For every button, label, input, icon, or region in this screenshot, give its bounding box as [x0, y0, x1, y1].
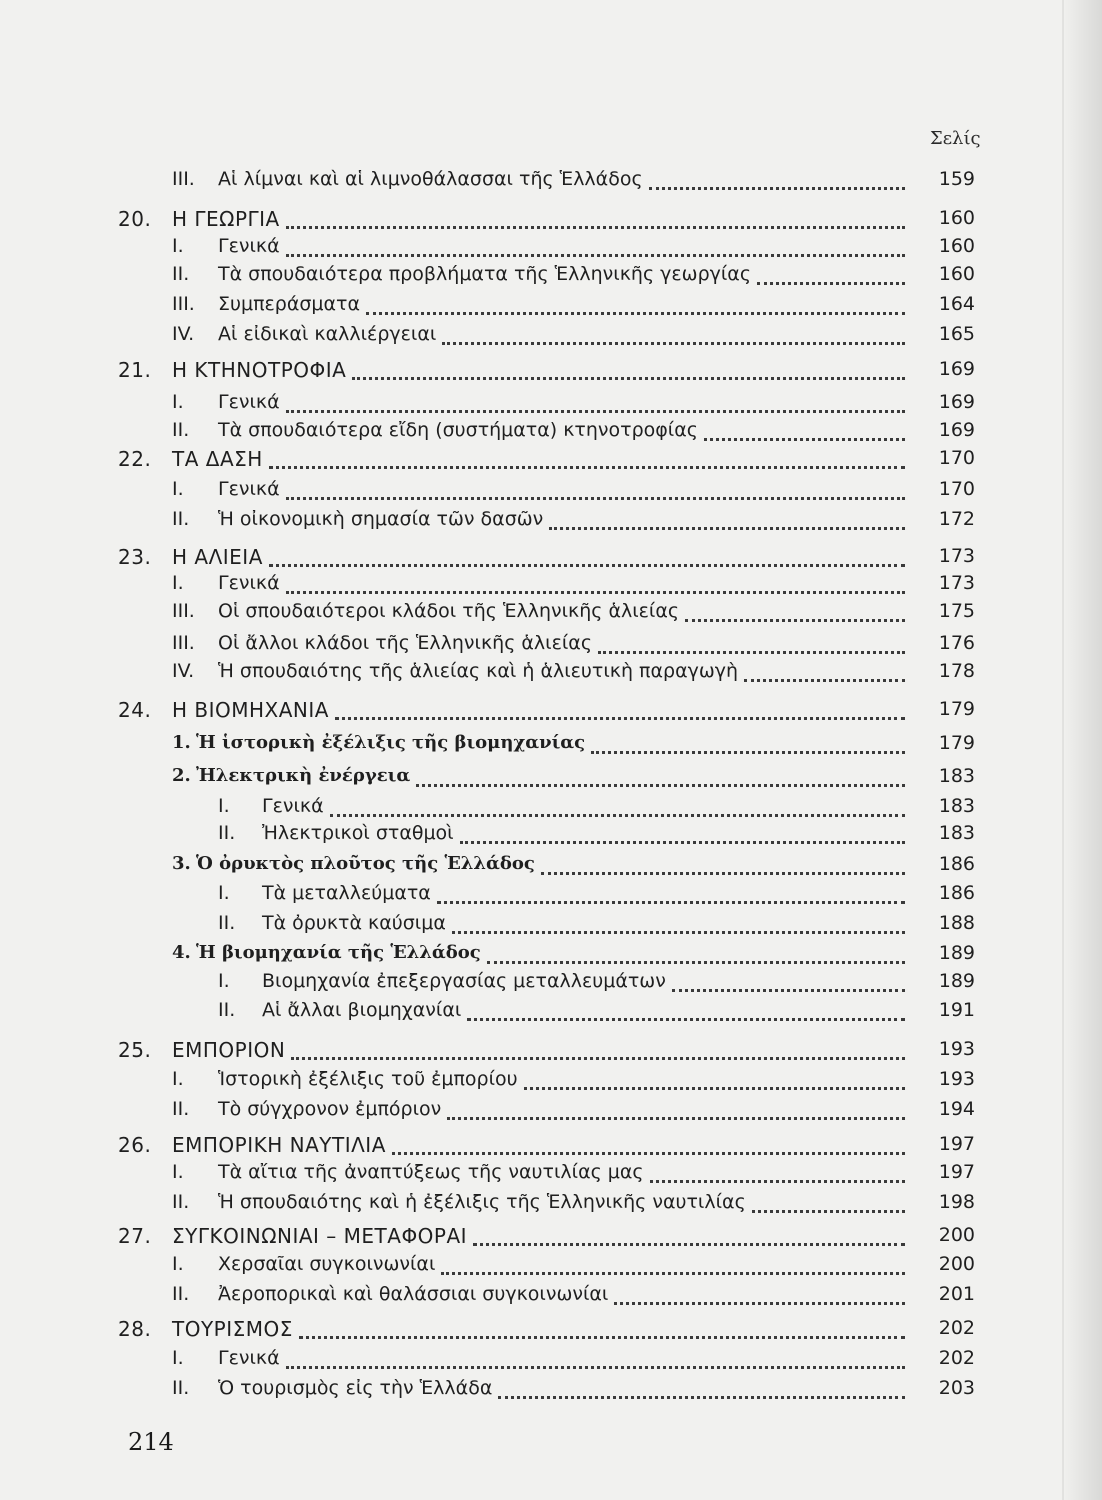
toc-entry	[218, 822, 975, 852]
toc-entry-page: 179	[938, 732, 975, 754]
toc-entry-title: Γενικά	[218, 572, 280, 594]
toc-entry-page: 201	[938, 1283, 975, 1305]
toc-entry	[118, 1224, 975, 1254]
toc-entry-page: 160	[938, 207, 975, 229]
toc-entry-title: Ἠλεκτρικοὶ σταθμοὶ	[262, 822, 454, 844]
toc-entry	[172, 508, 975, 538]
toc-entry	[172, 1161, 975, 1191]
toc-entry	[172, 1191, 975, 1221]
toc-entry-page: 191	[938, 999, 975, 1021]
leader-dots	[286, 218, 905, 229]
toc-entry-page: 189	[938, 970, 975, 992]
toc-entry-title: Γενικά	[218, 1347, 280, 1369]
toc-entry-page: 202	[938, 1317, 975, 1339]
leader-dots	[591, 743, 905, 754]
leader-dots	[437, 893, 905, 904]
toc-entry-page: 173	[938, 572, 975, 594]
toc-entry-title: Γενικά	[218, 478, 280, 500]
leader-dots	[442, 334, 905, 345]
toc-entry-title: Ἡ οἰκονομικὴ σημασία τῶν δασῶν	[218, 508, 544, 530]
toc-entry	[118, 545, 975, 575]
leader-dots	[598, 643, 905, 654]
leader-dots	[752, 1202, 905, 1213]
toc-entry-number: I.	[172, 235, 184, 257]
leader-dots	[650, 1172, 905, 1183]
toc-entry-page: 172	[938, 508, 975, 530]
toc-entry-number: III.	[172, 632, 195, 654]
toc-entry-number: 2.	[172, 765, 191, 786]
toc-entry-number: 21.	[118, 358, 152, 382]
leader-dots	[549, 519, 905, 530]
leader-dots	[649, 179, 905, 190]
toc-entry-title: Ἠλεκτρικὴ ἐνέργεια	[196, 765, 411, 786]
toc-entry-title: Χερσαῖαι συγκοινωνίαι	[218, 1253, 436, 1275]
toc-entry-number: II.	[172, 263, 190, 285]
toc-entry	[172, 1068, 975, 1098]
toc-entry-number: 1.	[172, 732, 191, 753]
toc-entry-title: Η ΚΤΗΝΟΤΡΟΦΙΑ	[172, 358, 347, 382]
leader-dots	[352, 369, 905, 380]
leader-dots	[291, 1049, 905, 1060]
toc-entry-page: 178	[938, 660, 975, 682]
toc-entry-page: 186	[938, 853, 975, 875]
toc-entry-number: I.	[172, 478, 184, 500]
toc-entry-page: 165	[938, 323, 975, 345]
toc-entry	[172, 1253, 975, 1283]
toc-entry-page: 173	[938, 545, 975, 567]
toc-entry-page: 169	[938, 391, 975, 413]
leader-dots	[366, 304, 905, 315]
toc-entry-page: 160	[938, 263, 975, 285]
toc-entry-title: ΕΜΠΟΡΙΟΝ	[172, 1038, 286, 1062]
toc-entry-title: Γενικά	[262, 795, 324, 817]
toc-entry-number: 23.	[118, 545, 152, 569]
toc-entry-number: I.	[172, 1347, 184, 1369]
toc-entry-title: Τὸ σύγχρονον ἐμπόριον	[218, 1098, 442, 1120]
toc-entry-page: 200	[938, 1253, 975, 1275]
toc-entry-title: Ἀεροπορικαὶ καὶ θαλάσσιαι συγκοινωνίαι	[218, 1283, 609, 1305]
toc-entry-title: Αἱ ἄλλαι βιομηχανίαι	[262, 999, 462, 1021]
toc-entry	[118, 207, 975, 237]
toc-entry	[172, 419, 975, 449]
toc-entry-page: 183	[938, 765, 975, 787]
leader-dots	[269, 458, 905, 469]
leader-dots	[744, 671, 905, 682]
toc-entry-page: 160	[938, 235, 975, 257]
leader-dots	[286, 489, 905, 500]
toc-entry-page: 169	[938, 419, 975, 441]
toc-entry	[118, 447, 975, 477]
toc-entry-title: Η ΑΛΙΕΙΑ	[172, 545, 263, 569]
toc-entry	[172, 632, 975, 662]
toc-entry	[172, 391, 975, 421]
leader-dots	[757, 274, 905, 285]
toc-entry-number: II.	[218, 999, 236, 1021]
page-number: 214	[128, 1428, 174, 1456]
leader-dots	[541, 864, 905, 875]
toc-entry	[172, 235, 975, 265]
toc-entry-number: II.	[172, 1191, 190, 1213]
toc-entry-title: Τὰ μεταλλεύματα	[262, 882, 431, 904]
toc-entry-number: II.	[172, 508, 190, 530]
toc-entry-page: 193	[938, 1068, 975, 1090]
toc-entry-title: Αἱ λίμναι καὶ αἱ λιμνοθάλασσαι τῆς Ἑλλάδος	[218, 168, 643, 190]
toc-entry-page: 189	[938, 942, 975, 964]
toc-entry-number: I.	[172, 391, 184, 413]
leader-dots	[299, 1328, 905, 1339]
toc-entry-page: 179	[938, 698, 975, 720]
toc-entry-number: III.	[172, 168, 195, 190]
toc-entry-page: 197	[938, 1161, 975, 1183]
toc-entry-number: II.	[172, 1098, 190, 1120]
toc-entry-title: Η ΓΕΩΡΓΙΑ	[172, 207, 280, 231]
toc-entry-number: II.	[218, 822, 236, 844]
toc-entry-page: 194	[938, 1098, 975, 1120]
toc-entry-title: Ὁ τουρισμὸς εἰς τὴν Ἑλλάδα	[218, 1377, 493, 1399]
toc-entry-number: I.	[218, 970, 230, 992]
toc-entry-number: I.	[172, 1253, 184, 1275]
toc-entry	[172, 478, 975, 508]
leader-dots	[286, 402, 905, 413]
leader-dots	[704, 430, 905, 441]
toc-entry-title: ΤΑ ΔΑΣΗ	[172, 447, 263, 471]
toc-entry-number: 24.	[118, 698, 152, 722]
toc-entry	[172, 168, 975, 198]
toc-entry-title: ΣΥΓΚΟΙΝΩΝΙΑΙ – ΜΕΤΑΦΟΡΑΙ	[172, 1224, 468, 1248]
toc-entry-title: Τὰ σπουδαιότερα εἴδη (συστήματα) κτηνοτροφίας	[218, 419, 698, 441]
toc-entry-title: Η ΒΙΟΜΗΧΑΝΙΑ	[172, 698, 329, 722]
toc-entry-title: Γενικά	[218, 391, 280, 413]
toc-entry-number: 20.	[118, 207, 152, 231]
toc-entry-page: 197	[938, 1133, 975, 1155]
toc-entry	[172, 263, 975, 293]
toc-entry	[218, 970, 975, 1000]
toc-entry-title: ΕΜΠΟΡΙΚΗ ΝΑΥΤΙΛΙΑ	[172, 1133, 386, 1157]
leader-dots	[447, 1109, 905, 1120]
toc-entry	[118, 1038, 975, 1068]
toc-entry-title: Ἱστορικὴ ἐξέλιξις τοῦ ἐμπορίου	[218, 1068, 518, 1090]
toc-entry	[118, 698, 975, 728]
leader-dots	[524, 1079, 905, 1090]
toc-entry	[172, 732, 975, 762]
toc-entry-page: 193	[938, 1038, 975, 1060]
toc-entry-page: 170	[938, 447, 975, 469]
leader-dots	[672, 981, 905, 992]
toc-entry-title: Ὁ ὀρυκτὸς πλοῦτος τῆς Ἑλλάδος	[196, 853, 535, 874]
leader-dots	[467, 1010, 905, 1021]
toc-entry-number: 4.	[172, 942, 191, 963]
toc-entry	[218, 882, 975, 912]
leader-dots	[460, 833, 905, 844]
leader-dots	[452, 923, 905, 934]
toc-entry-number: III.	[172, 600, 195, 622]
toc-entry	[172, 600, 975, 630]
toc-entry	[172, 1347, 975, 1377]
toc-entry-number: 26.	[118, 1133, 152, 1157]
toc-entry-number: II.	[172, 1377, 190, 1399]
toc-entry-number: III.	[172, 293, 195, 315]
toc-entry-page: 159	[938, 168, 975, 190]
leader-dots	[286, 583, 905, 594]
leader-dots	[498, 1388, 905, 1399]
page-column-header: Σελίς	[930, 128, 981, 149]
toc-entry-title: Ἡ σπουδαιότης τῆς ἁλιείας καὶ ἡ ἁλιευτικὴ παραγωγὴ	[218, 660, 739, 682]
toc-entry-page: 164	[938, 293, 975, 315]
leader-dots	[269, 556, 905, 567]
leader-dots	[473, 1235, 905, 1246]
toc-entry-number: 22.	[118, 447, 152, 471]
toc-entry-page: 200	[938, 1224, 975, 1246]
toc-entry	[172, 1098, 975, 1128]
toc-entry-number: I.	[172, 1161, 184, 1183]
leader-dots	[286, 1358, 905, 1369]
toc-entry-page: 169	[938, 358, 975, 380]
leader-dots	[614, 1294, 905, 1305]
toc-entry	[118, 358, 975, 388]
toc-entry	[118, 1133, 975, 1163]
toc-entry-title: Τὰ σπουδαιότερα προβλήματα τῆς Ἑλληνικῆς γεωργίας	[218, 263, 751, 285]
toc-entry-page: 186	[938, 882, 975, 904]
toc-entry-number: II.	[172, 1283, 190, 1305]
toc-entry	[218, 912, 975, 942]
leader-dots	[487, 953, 905, 964]
leader-dots	[286, 246, 905, 257]
toc-entry-title: Ἡ βιομηχανία τῆς Ἑλλάδος	[196, 942, 481, 963]
toc-entry	[172, 853, 975, 883]
toc-entry-page: 183	[938, 795, 975, 817]
toc-entry-number: II.	[172, 419, 190, 441]
toc-entry	[172, 323, 975, 353]
toc-entry-title: Αἱ εἰδικαὶ καλλιέργειαι	[218, 323, 437, 345]
toc-entry-title: Οἱ σπουδαιότεροι κλάδοι τῆς Ἑλληνικῆς ἁλιείας	[218, 600, 680, 622]
toc-entry-page: 203	[938, 1377, 975, 1399]
toc-entry-title: Ἡ σπουδαιότης καὶ ἡ ἐξέλιξις τῆς Ἑλληνικῆς ναυτιλίας	[218, 1191, 746, 1213]
toc-entry-title: Οἱ ἄλλοι κλάδοι τῆς Ἑλληνικῆς ἁλιείας	[218, 632, 592, 654]
leader-dots	[392, 1144, 905, 1155]
toc-entry-title: Γενικά	[218, 235, 280, 257]
toc-entry-number: I.	[172, 572, 184, 594]
toc-entry-title: Τὰ αἴτια τῆς ἀναπτύξεως τῆς ναυτιλίας μας	[218, 1161, 644, 1183]
toc-entry	[172, 660, 975, 690]
toc-entry	[172, 1377, 975, 1407]
toc-entry-title: Συμπεράσματα	[218, 293, 360, 315]
toc-entry	[172, 942, 975, 972]
toc-entry-page: 176	[938, 632, 975, 654]
toc-entry-title: Βιομηχανία ἐπεξεργασίας μεταλλευμάτων	[262, 970, 666, 992]
toc-entry-page: 188	[938, 912, 975, 934]
toc-entry	[172, 293, 975, 323]
toc-entry-number: I.	[218, 882, 230, 904]
leader-dots	[685, 611, 905, 622]
toc-entry	[118, 1317, 975, 1347]
toc-entry-number: I.	[218, 795, 230, 817]
toc-entry-number: 3.	[172, 853, 191, 874]
toc-entry-number: 28.	[118, 1317, 152, 1341]
toc-entry-number: II.	[218, 912, 236, 934]
toc-entry-title: Ἡ ἱστορικὴ ἐξέλιξις τῆς βιομηχανίας	[196, 732, 586, 753]
toc-entry-number: I.	[172, 1068, 184, 1090]
toc-entry	[218, 999, 975, 1029]
toc-entry-number: 27.	[118, 1224, 152, 1248]
leader-dots	[441, 1264, 905, 1275]
toc-entry-page: 175	[938, 600, 975, 622]
toc-entry	[172, 572, 975, 602]
toc-entry	[172, 765, 975, 795]
toc-entry-number: IV.	[172, 323, 195, 345]
leader-dots	[335, 709, 905, 720]
toc-entry-page: 183	[938, 822, 975, 844]
toc-entry-page: 202	[938, 1347, 975, 1369]
toc-entry	[218, 795, 975, 825]
toc-entry-title: ΤΟΥΡΙΣΜΟΣ	[172, 1317, 293, 1341]
leader-dots	[330, 806, 905, 817]
toc-entry-page: 198	[938, 1191, 975, 1213]
toc-entry-page: 170	[938, 478, 975, 500]
toc-entry-title: Τὰ ὀρυκτὰ καύσιμα	[262, 912, 446, 934]
toc-entry-number: 25.	[118, 1038, 152, 1062]
leader-dots	[416, 776, 905, 787]
toc-entry-number: IV.	[172, 660, 195, 682]
toc-entry	[172, 1283, 975, 1313]
